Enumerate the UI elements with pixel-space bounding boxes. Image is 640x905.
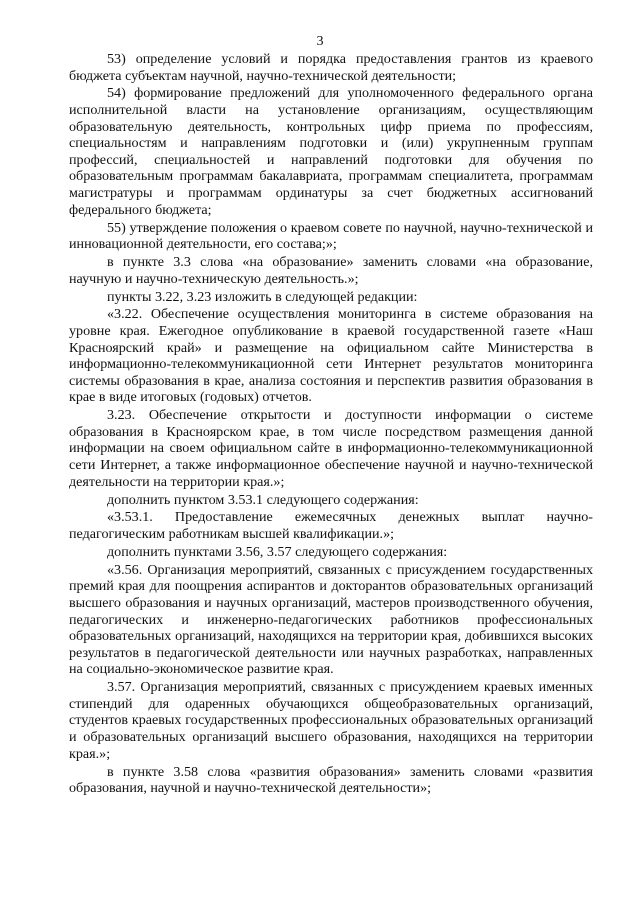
paragraph-clause-3-53-1: «3.53.1. Предоставление ежемесячных денежных выплат научно-педагогическим работникам высшей квалификации.»; [69, 509, 593, 542]
paragraph-add-3-56-3-57: дополнить пунктами 3.56, 3.57 следующего содержания: [107, 543, 448, 560]
paragraph-clause-3-22: «3.22. Обеспечение осуществления мониторинга в системе образования на уровне края. Ежегодное опубликование в краевой государственной газете «Наш Красноярский край» и размещение на официальном сайте Министерства в информационно-телекоммуникационной сети Интернет результатов мониторинга системы образования в крае, анализа состояния и перспектив развития образования в крае в виде итоговых (годовых) отчетов. [69, 306, 593, 406]
paragraph-clause-3-23: 3.23. Обеспечение открытости и доступности информации о системе образования в Красноярском крае, в том числе посредством размещения данной информации на своем официальном сайте в информационно-телекоммуникационной сети Интернет, а также информационное обеспечение научной и научно-технической деятельности на территории края.»; [69, 407, 593, 490]
paragraph-item-55: 55) утверждение положения о краевом совете по научной, научно-технической и инновационной деятельности, его состава;»; [69, 219, 593, 253]
paragraph-amend-3-22-3-23: пункты 3.22, 3.23 изложить в следующей редакции: [107, 288, 418, 305]
paragraph-item-53: 53) определение условий и порядка предоставления грантов из краевого бюджета субъектам научной, научно-технической деятельности; [69, 51, 593, 84]
page-number: 3 [316, 33, 324, 49]
paragraph-amend-3-58: в пункте 3.58 слова «развития образования» заменить словами «развития образования, научной и научно-технической деятельности»; [69, 763, 593, 797]
paragraph-amend-3-3: в пункте 3.3 слова «на образование» заменить словами «на образование, научную и научно-техническую деятельность.»; [69, 254, 593, 287]
paragraph-clause-3-56: «3.56. Организация мероприятий, связанных с присуждением государственных премий края для поощрения аспирантов и докторантов образовательных организаций высшего образования и научных организаций, мастеров производственного обучения, педагогических и инженерно-педагогических работников профессиональных образовательных организаций, находящихся на территории края, добившихся высоких результатов в педагогической деятельности или научных разработках, направленных на социально-экономическое развитие края. [69, 561, 593, 678]
paragraph-item-54: 54) формирование предложений для уполномоченного федерального органа исполнительной власти на установление организациям, осуществляющим образовательную деятельность, контрольных цифр приема по профессиям, специальностям и направлениям подготовки и (или) укрупненным группам профессий, специальностей и направлений подготовки для обучения по образовательным программам бакалавриата, программам специалитета, программам магистратуры и программам ординатуры за счет бюджетных ассигнований федерального бюджета; [69, 85, 593, 218]
document-body [69, 51, 593, 798]
paragraph-add-3-53-1: дополнить пунктом 3.53.1 следующего содержания: [107, 491, 419, 508]
paragraph-clause-3-57: 3.57. Организация мероприятий, связанных с присуждением краевых именных стипендий для одаренных обучающихся общеобразовательных организаций, студентов краевых государственных профессиональных образовательных организаций и образовательных организаций высшего образования, находящихся на территории края.»; [69, 679, 593, 762]
